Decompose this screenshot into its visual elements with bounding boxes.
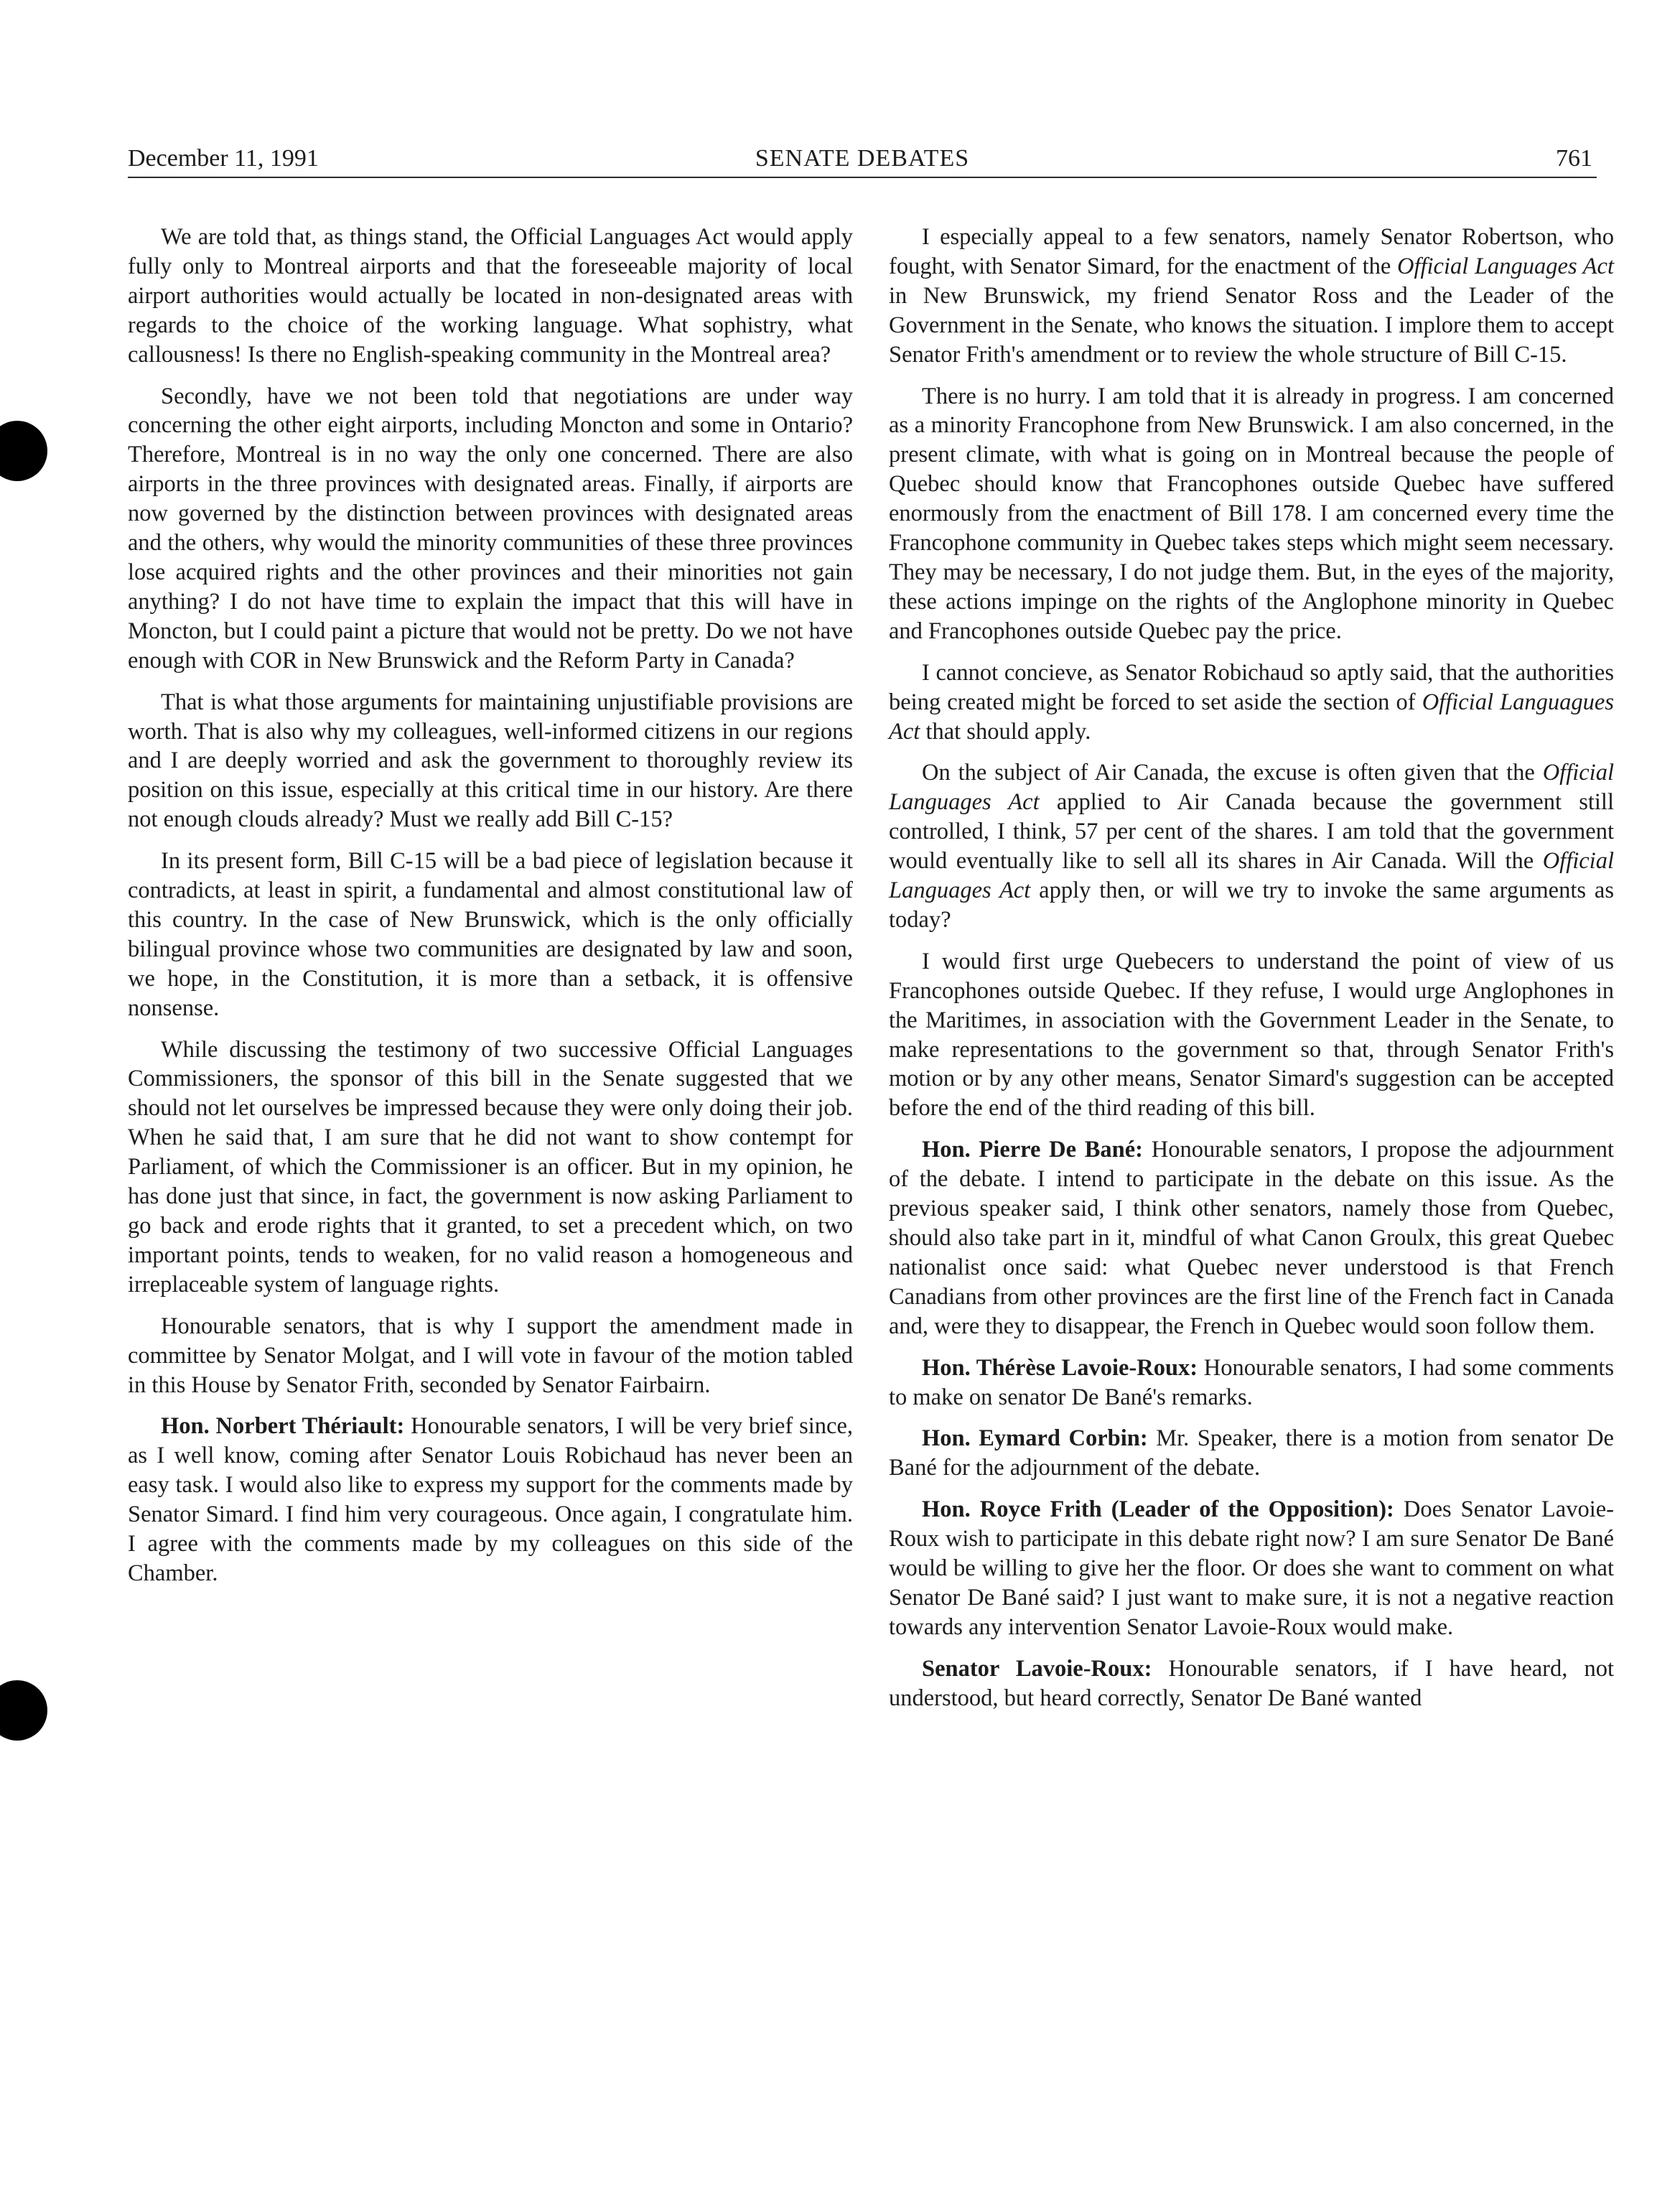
speaker-name: Senator Lavoie-Roux: [922,1655,1152,1682]
paragraph: There is no hurry. I am told that it is already in progress. I am concerned as a minority Francophone from New Brunswick. I am also concerned, in the present climate, with what is going on in Montreal because the people of Quebec should know that Francophones outside Quebec have suffered enormously from the enactment of Bill 178. I am concerned every time the Francophone community in Quebec takes steps which might seem necessary. They may be necessary, I do not judge them. But, in the eyes of the majority, these actions impinge on the rights of the Anglophone minority in Quebec and Francophones outside Quebec pay the price. [889,383,1614,644]
speaker-name: Hon. Norbert Thériault: [161,1413,405,1440]
speech-text: Honourable senators, I will be very brief since, as I well know, coming after Senator Louis Robichaud has never been an easy task. I would also like to express my support for the comments made by Senator Simard. I find him very courageous. Once again, I congratulate him. I agree with the comments made by my colleagues on this side of the Chamber. [128,1413,853,1586]
text-run: I especially appeal to a few senators, namely Senator Robertson, who fought, with Senator Simard, for the enactment of the [889,224,1614,279]
speech-paragraph [889,1495,1614,1642]
paragraph: I would first urge Quebecers to understand the point of view of us Francophones outside Quebec. If they refuse, I would urge Anglophones in the Maritimes, in association with the Government Leader in the Senate, to make representations to the government so that, through Senator Frith's motion or by any other means, Senator Simard's suggestion can be accepted before the end of the third reading of this bill. [889,948,1614,1122]
speech-text: Does Senator Lavoie-Roux wish to participate in this debate right now? I am sure Senator De Bané would be willing to give her the floor. Or does she want to comment on what Senator De Bané said? I just want to make sure, it is not a negative reaction towards any intervention Senator Lavoie-Roux would make. [889,1496,1614,1640]
speech-text: Honourable senators, if I have heard, not understood, but heard correctly, Senator De Bané wanted [889,1655,1614,1711]
speech-paragraph [889,1424,1614,1483]
page-number: 761 [1556,145,1592,172]
speaker-name: Hon. Royce Frith (Leader of the Opposition): [922,1496,1394,1523]
paragraph: Secondly, have we not been told that negotiations are under way concerning the other eight airports, including Moncton and some in Ontario? Therefore, Montreal is in no way the only one concerned. There are also airports in the three provinces with designated areas. Finally, if airports are now governed by the distinction between provinces with designated areas and the others, why would the minority communities of these three provinces lose acquired rights and the other provinces and their minorities not gain anything? I do not have time to explain the impact that this will have in Moncton, but I could paint a picture that would not be pretty. Do we not have enough with COR in New Brunswick and the Reform Party in Canada? [128,383,853,674]
speech-paragraph [128,1412,853,1588]
speaker-name: Hon. Pierre De Bané: [922,1137,1144,1163]
page-header [128,136,1597,178]
speaker-name: Hon. Thérèse Lavoie-Roux: [922,1354,1198,1381]
paragraph: While discussing the testimony of two successive Official Languages Commissioners, the sponsor of this bill in the Senate suggested that we should not let ourselves be impressed because they were only doing their job. When he said that, I am sure that he did not want to show contempt for Parliament, of which the Commissioner is an officer. But in my opinion, he has done just that since, in fact, the government is now asking Parliament to go back and erode rights that it granted, to set a precedent which, on two important points, tends to weaken, for no valid reason a homogeneous and irreplaceable system of language rights. [128,1036,853,1298]
paragraph: That is what those arguments for maintaining unjustifiable provisions are worth. That is also why my colleagues, well-informed citizens in our regions and I are deeply worried and ask the government to thoroughly review its position on this issue, especially at this critical time in our history. Are there not enough clouds already? Must we really add Bill C-15? [128,689,853,833]
paragraph [889,758,1614,934]
speech-paragraph [889,1654,1614,1713]
paragraph: We are told that, as things stand, the Official Languages Act would apply fully only to Montreal airports and that the foreseeable majority of local airport authorities would actually be located in non-designated areas with regards to the choice of the working language. What sophistry, what callousness! Is there no English-speaking community in the Montreal area? [128,224,853,368]
speaker-name: Hon. Eymard Corbin: [922,1425,1148,1452]
text-run: applied to Air Canada because the government still controlled, I think, 57 per cent of the shares. I am told that the government would eventually like to sell all its shares in Air Canada. Will the [889,789,1614,875]
paragraph: Honourable senators, that is why I support the amendment made in committee by Senator Molgat, and I will vote in favour of the motion tabled in this House by Senator Frith, seconded by Senator Fairbairn. [128,1313,853,1398]
speech-text: Honourable senators, I propose the adjournment of the debate. I intend to participate in the debate on this issue. As the previous speaker said, I think other senators, namely those from Quebec, should also take part in it, mindful of what Canon Groulx, this great Quebec nationalist once said: what Quebec never understood is that French Canadians from other provinces are the first line of the French fact in Canada and, were they to disappear, the French in Quebec would soon follow them. [889,1137,1615,1339]
paragraph [889,658,1614,747]
text-run: in New Brunswick, my friend Senator Ross and the Leader of the Government in the Senate, who knows the situation. I implore them to accept Senator Frith's amendment or to review the whole structure of Bill C-15. [889,282,1614,368]
speech-text: Honourable senators, I had some comments to make on senator De Bané's remarks. [889,1354,1614,1410]
paragraph: In its present form, Bill C-15 will be a bad piece of legislation because it contradicts, at least in spirit, a fundamental and almost constitutional law of this country. In the case of New Brunswick, which is the only officially bilingual province whose two communities are designated by law and soon, we hope, in the Constitution, it is more than a setback, it is offensive nonsense. [128,848,853,1021]
act-title: Official Languages Act [1396,253,1614,279]
text-run: that should apply. [920,718,1091,745]
binder-hole [0,421,47,481]
paragraph [889,223,1614,370]
binder-hole [0,1680,47,1741]
act-title: Official Languages Act [889,848,1614,904]
right-column [889,223,1614,1725]
text-run: I cannot concieve, as Senator Robichaud so aptly said, that the authorities being created might be forced to set aside the section of [889,659,1614,715]
left-column [128,223,853,1601]
header-title: SENATE DEBATES [755,145,970,172]
header-date: December 11, 1991 [128,145,319,172]
text-run: On the subject of Air Canada, the excuse is often given that the [922,760,1543,786]
act-title: Official Languagues Act [889,689,1614,745]
text-run: apply then, or will we try to invoke the same arguments as today? [889,877,1614,933]
speech-paragraph [889,1135,1614,1341]
act-title: Official Languages Act [889,760,1614,816]
speech-text: Mr. Speaker, there is a motion from senator De Bané for the adjournment of the debate. [889,1425,1614,1481]
speech-paragraph [889,1354,1614,1412]
